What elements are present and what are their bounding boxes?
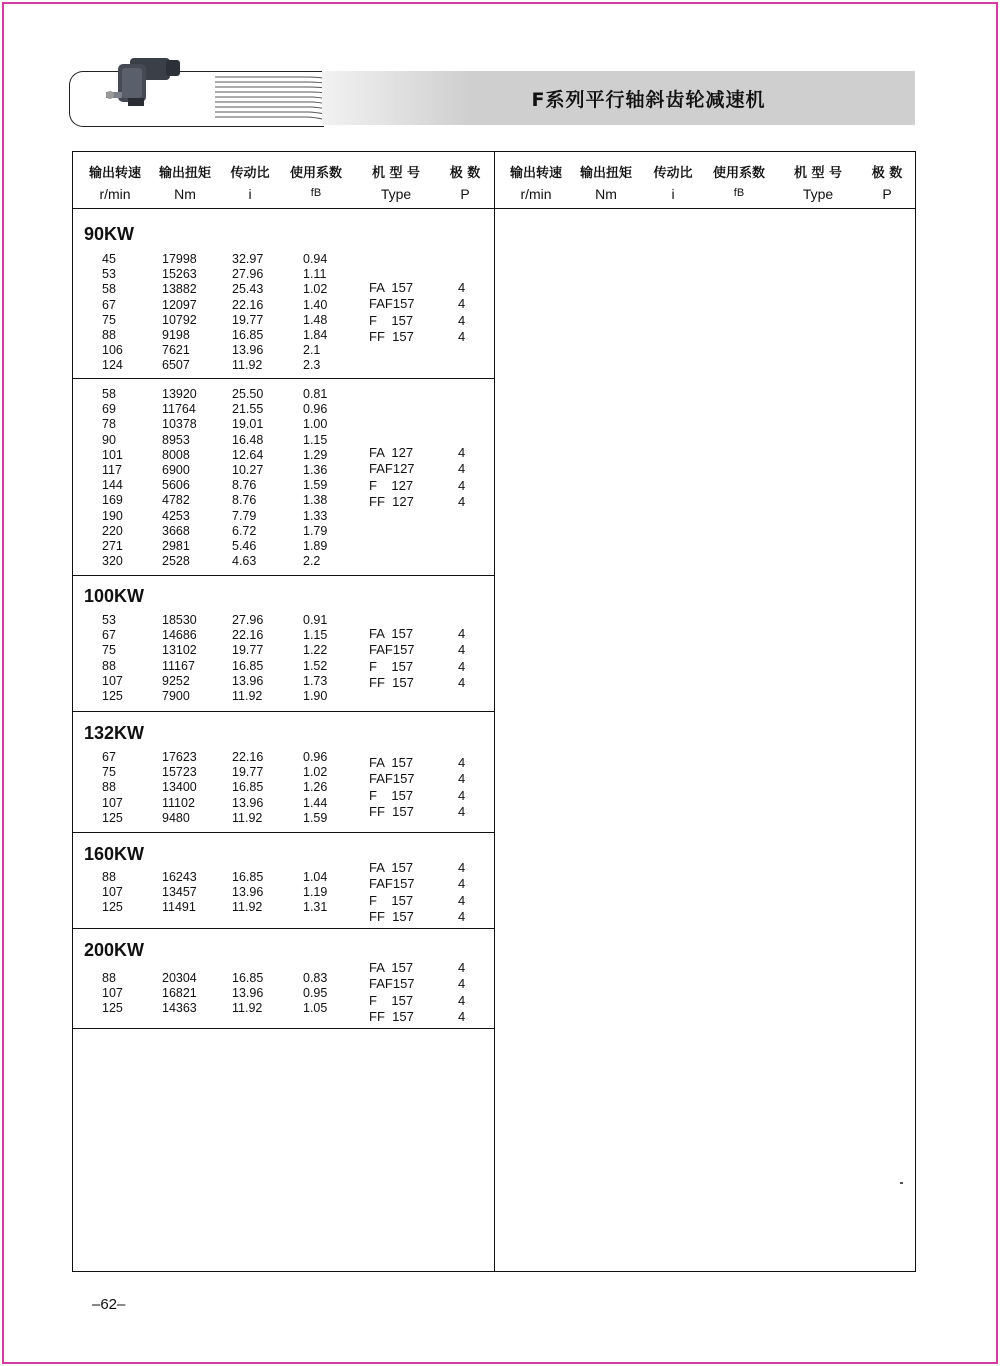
cell-p: 4 [458, 493, 466, 509]
cell-p: 4 [458, 892, 466, 908]
rpm-column [102, 252, 142, 374]
poles-column [458, 445, 465, 510]
cell-rpm: 45 [102, 252, 116, 266]
header-poles-right: 极 数 [871, 166, 903, 181]
cell-i: 4.63 [232, 554, 257, 569]
cell-rpm: 125 [102, 810, 123, 825]
cell-fb: 1.22 [303, 643, 328, 658]
torque-column [162, 870, 197, 916]
cell-fb: 0.95 [303, 986, 328, 1001]
header-speed-right: 输出转速 [509, 166, 562, 181]
header-poles: 极 数 [449, 166, 481, 181]
cell-types: FF 157 [369, 328, 414, 344]
cell-i: 11.92 [232, 810, 263, 825]
cell-types: FAF127 [369, 461, 415, 477]
cell-p: 4 [458, 477, 466, 493]
cell-types: FA 157 [369, 280, 414, 295]
cell-p: 4 [458, 626, 466, 641]
type-column [369, 626, 415, 691]
torque-column [162, 971, 197, 1017]
cell-i: 13.96 [232, 986, 264, 1001]
ratio-column [232, 613, 263, 704]
cell-i: 22.16 [232, 628, 264, 643]
unit-torque: Nm [174, 186, 196, 202]
cell-i: 11.92 [232, 358, 263, 373]
rpm-column [102, 750, 142, 826]
cell-nm: 9198 [162, 328, 190, 343]
rpm-column [102, 387, 142, 569]
cell-fb: 1.90 [303, 689, 328, 704]
cell-rpm: 125 [102, 689, 123, 704]
cell-nm: 18530 [162, 613, 197, 627]
fb-column [303, 252, 327, 374]
cell-nm: 13882 [162, 282, 197, 297]
header-torque-right: 输出扭矩 [579, 166, 632, 181]
header-type: 机 型 号 [371, 166, 421, 181]
cell-i: 19.77 [232, 765, 264, 780]
section-100kw [72, 576, 494, 711]
cell-fb: 0.96 [303, 750, 328, 764]
cell-types: FAF157 [369, 876, 415, 892]
cell-rpm: 190 [102, 508, 123, 523]
cell-fb: 1.00 [303, 417, 328, 432]
cell-nm: 9480 [162, 810, 190, 825]
rpm-column [102, 971, 142, 1017]
cell-i: 19.77 [232, 312, 264, 327]
cell-i: 21.55 [232, 402, 264, 417]
cell-p: 4 [458, 976, 466, 992]
cell-fb: 1.44 [303, 795, 328, 810]
cell-rpm: 53 [102, 267, 116, 282]
unit-service-factor-right: fB [733, 187, 745, 199]
cell-i: 8.76 [232, 478, 257, 493]
cell-nm: 6900 [162, 463, 190, 478]
power-rating: 160KW [84, 844, 145, 864]
cell-nm: 14363 [162, 1001, 197, 1016]
cell-types: FAF157 [369, 976, 415, 992]
power-rating: 200KW [84, 940, 145, 960]
cell-nm: 14686 [162, 628, 197, 643]
cell-i: 11.92 [232, 900, 263, 915]
cell-i: 13.96 [232, 673, 264, 688]
cell-types: F 127 [369, 477, 414, 493]
cell-i: 13.96 [232, 343, 264, 358]
cell-nm: 20304 [162, 971, 197, 985]
torque-column [162, 387, 197, 569]
cell-fb: 1.52 [303, 658, 328, 673]
cell-p: 4 [458, 803, 466, 819]
cell-fb: 1.79 [303, 523, 328, 538]
cell-rpm: 67 [102, 297, 116, 312]
cell-types: FA 157 [369, 626, 414, 641]
cell-types: FA 157 [369, 755, 414, 770]
cell-nm: 15263 [162, 267, 197, 282]
cell-nm: 15723 [162, 765, 197, 780]
cell-nm: 5606 [162, 478, 190, 493]
cell-rpm: 53 [102, 613, 116, 627]
cell-rpm: 78 [102, 417, 116, 432]
fb-column [303, 870, 327, 916]
speck [900, 1182, 903, 1184]
cell-i: 25.43 [232, 282, 264, 297]
cell-fb: 1.02 [303, 282, 328, 297]
cell-nm: 10792 [162, 312, 197, 327]
cell-types: FA 127 [369, 445, 414, 460]
cell-rpm: 69 [102, 402, 116, 417]
cell-rpm: 67 [102, 628, 116, 643]
cell-fb: 1.19 [303, 885, 328, 900]
cell-types: FAF157 [369, 642, 415, 658]
header-speed: 输出转速 [88, 166, 141, 181]
cell-fb: 1.26 [303, 780, 328, 795]
cell-fb: 0.96 [303, 402, 328, 417]
cell-i: 6.72 [232, 523, 257, 538]
poles-column [458, 860, 465, 925]
ratio-column [232, 971, 263, 1017]
power-rating: 132KW [84, 723, 145, 743]
cell-rpm: 88 [102, 870, 116, 884]
cell-types: F 157 [369, 312, 414, 328]
cell-i: 19.77 [232, 643, 264, 658]
fb-column [303, 750, 327, 826]
cell-types: FF 157 [369, 674, 414, 690]
cell-i: 16.85 [232, 971, 264, 985]
cell-fb: 1.11 [303, 267, 327, 282]
cell-fb: 1.48 [303, 312, 328, 327]
cell-fb: 1.05 [303, 1001, 328, 1016]
cell-rpm: 75 [102, 765, 116, 780]
cell-types: F 157 [369, 892, 414, 908]
cell-i: 12.64 [232, 447, 264, 462]
cell-p: 4 [458, 771, 466, 787]
cell-rpm: 169 [102, 493, 123, 508]
cell-rpm: 75 [102, 312, 116, 327]
rpm-column [102, 870, 142, 916]
cell-rpm: 320 [102, 554, 123, 569]
cell-types: FF 157 [369, 1008, 414, 1024]
cell-types: FF 127 [369, 493, 414, 509]
unit-speed-right: r/min [520, 186, 552, 202]
cell-rpm: 58 [102, 387, 116, 401]
type-column [369, 445, 415, 510]
header-ratio: 传动比 [230, 166, 270, 181]
torque-column [162, 613, 197, 704]
cell-p: 4 [458, 992, 466, 1008]
cell-p: 4 [458, 674, 466, 690]
section-160kw [72, 833, 494, 928]
cell-nm: 8953 [162, 432, 190, 447]
cell-i: 5.46 [232, 539, 257, 554]
cell-nm: 9252 [162, 673, 190, 688]
cell-rpm: 107 [102, 986, 123, 1001]
cell-fb: 2.1 [303, 343, 321, 358]
ratio-column [232, 870, 263, 916]
cell-p: 4 [458, 312, 466, 328]
cell-nm: 13457 [162, 885, 197, 900]
poles-column [458, 960, 465, 1025]
unit-poles-right: P [882, 186, 892, 202]
cell-rpm: 107 [102, 795, 123, 810]
power-rating: 100KW [84, 586, 145, 606]
cell-rpm: 88 [102, 780, 116, 795]
cell-rpm: 220 [102, 523, 123, 538]
unit-ratio-right: i [671, 186, 675, 202]
cell-fb: 1.15 [303, 432, 328, 447]
cell-i: 16.85 [232, 658, 264, 673]
cell-types: FAF157 [369, 296, 415, 312]
cell-i: 7.79 [232, 508, 257, 523]
cell-i: 16.85 [232, 780, 264, 795]
cell-p: 4 [458, 960, 466, 975]
fb-column [303, 613, 327, 704]
cell-fb: 0.83 [303, 971, 328, 985]
torque-column [162, 252, 197, 374]
cell-i: 16.48 [232, 432, 264, 447]
cell-rpm: 106 [102, 343, 123, 358]
cell-nm: 13920 [162, 387, 197, 401]
cell-rpm: 67 [102, 750, 116, 764]
header-service-factor: 使用系数 [289, 166, 342, 181]
cell-nm: 16821 [162, 986, 197, 1001]
ratio-column [232, 387, 263, 569]
column-divider [494, 151, 495, 1272]
cell-p: 4 [458, 296, 466, 312]
power-rating: 90KW [84, 224, 135, 244]
cell-nm: 6507 [162, 358, 190, 373]
cell-fb: 1.04 [303, 870, 328, 884]
cell-fb: 1.02 [303, 765, 328, 780]
cell-rpm: 88 [102, 971, 116, 985]
cell-nm: 10378 [162, 417, 197, 432]
cell-rpm: 124 [102, 358, 123, 373]
cell-i: 13.96 [232, 795, 264, 810]
cell-nm: 13400 [162, 780, 197, 795]
cell-nm: 17998 [162, 252, 197, 266]
cell-i: 19.01 [232, 417, 264, 432]
header-torque: 输出扭矩 [158, 166, 211, 181]
cell-fb: 1.59 [303, 810, 328, 825]
cell-fb: 0.94 [303, 252, 328, 266]
cell-p: 4 [458, 876, 466, 892]
cell-rpm: 107 [102, 885, 123, 900]
page-title: F系列平行轴斜齿轮减速机 [531, 88, 766, 111]
gear-reducer-icon [100, 54, 182, 112]
cell-types: FA 157 [369, 960, 414, 975]
type-column [369, 755, 415, 820]
cell-i: 11.92 [232, 689, 263, 704]
cell-rpm: 271 [102, 539, 123, 554]
cell-i: 22.16 [232, 750, 264, 764]
cell-i: 27.96 [232, 267, 264, 282]
cell-p: 4 [458, 642, 466, 658]
cell-rpm: 58 [102, 282, 116, 297]
section-rule [72, 1028, 494, 1029]
cell-i: 22.16 [232, 297, 264, 312]
type-column [369, 280, 415, 345]
fb-column [303, 971, 327, 1017]
cell-i: 11.92 [232, 1001, 263, 1016]
cell-fb: 0.81 [303, 387, 328, 401]
cell-types: F 157 [369, 658, 414, 674]
cell-fb: 1.15 [303, 628, 328, 643]
cell-i: 32.97 [232, 252, 264, 266]
cell-nm: 11167 [162, 658, 195, 673]
cell-fb: 1.73 [303, 673, 328, 688]
cell-nm: 8008 [162, 447, 190, 462]
cell-types: FA 157 [369, 860, 414, 875]
header-service-factor-right: 使用系数 [712, 166, 765, 181]
cell-i: 8.76 [232, 493, 257, 508]
cell-rpm: 107 [102, 673, 123, 688]
cell-rpm: 88 [102, 658, 116, 673]
cell-types: FAF157 [369, 771, 415, 787]
cell-p: 4 [458, 787, 466, 803]
cell-i: 25.50 [232, 387, 264, 401]
rpm-column [102, 613, 142, 704]
cell-nm: 13102 [162, 643, 197, 658]
ratio-column [232, 750, 263, 826]
unit-service-factor: fB [310, 187, 322, 199]
cell-p: 4 [458, 445, 466, 460]
cell-rpm: 75 [102, 643, 116, 658]
cell-nm: 7900 [162, 689, 190, 704]
cell-types: F 157 [369, 992, 414, 1008]
cell-p: 4 [458, 280, 466, 295]
cell-fb: 2.2 [303, 554, 321, 569]
cell-nm: 11491 [162, 900, 196, 915]
cell-fb: 2.3 [303, 358, 321, 373]
cell-rpm: 117 [102, 463, 122, 478]
cell-rpm: 125 [102, 1001, 123, 1016]
cell-fb: 1.59 [303, 478, 328, 493]
ratio-column [232, 252, 263, 374]
section-200kw [72, 929, 494, 1028]
cell-nm: 4782 [162, 493, 190, 508]
cell-nm: 11764 [162, 402, 196, 417]
cell-p: 4 [458, 328, 466, 344]
cell-nm: 3668 [162, 523, 190, 538]
poles-column [458, 626, 465, 691]
cell-p: 4 [458, 658, 466, 674]
cell-i: 13.96 [232, 885, 264, 900]
fb-column [303, 387, 327, 569]
cell-p: 4 [458, 1008, 466, 1024]
cell-i: 16.85 [232, 870, 264, 884]
cell-fb: 1.38 [303, 493, 328, 508]
header-type-right: 机 型 号 [793, 166, 843, 181]
cell-nm: 2981 [162, 539, 190, 554]
cell-nm: 2528 [162, 554, 190, 569]
cell-p: 4 [458, 755, 466, 770]
cell-nm: 7621 [162, 343, 190, 358]
unit-torque-right: Nm [595, 186, 617, 202]
section-90kw [72, 209, 494, 379]
cell-nm: 4253 [162, 508, 190, 523]
cell-nm: 17623 [162, 750, 197, 764]
cell-types: F 157 [369, 787, 414, 803]
section-132kw [72, 712, 494, 832]
poles-column [458, 755, 465, 820]
unit-type-right: Type [802, 186, 834, 202]
cell-i: 27.96 [232, 613, 264, 627]
unit-type: Type [380, 186, 412, 202]
cell-fb: 1.40 [303, 297, 328, 312]
cell-nm: 16243 [162, 870, 197, 884]
cell-fb: 1.36 [303, 463, 328, 478]
type-column [369, 960, 415, 1025]
cell-rpm: 144 [102, 478, 123, 493]
cell-fb: 1.33 [303, 508, 328, 523]
cell-rpm: 88 [102, 328, 116, 343]
cell-i: 16.85 [232, 328, 264, 343]
poles-column [458, 280, 465, 345]
cell-types: FF 157 [369, 908, 414, 924]
cell-fb: 1.89 [303, 539, 328, 554]
page-number: –62– [92, 1296, 126, 1313]
section-90kw-cont [72, 379, 494, 575]
cell-fb: 1.84 [303, 328, 328, 343]
unit-poles: P [460, 186, 470, 202]
header-ratio-right: 传动比 [653, 166, 693, 181]
type-column [369, 860, 415, 925]
cell-rpm: 101 [102, 447, 123, 462]
cell-rpm: 90 [102, 432, 116, 447]
cell-fb: 1.31 [303, 900, 328, 915]
torque-column [162, 750, 197, 826]
cell-p: 4 [458, 908, 466, 924]
cell-fb: 1.29 [303, 447, 328, 462]
cell-p: 4 [458, 860, 466, 875]
cell-i: 10.27 [232, 463, 264, 478]
cell-types: FF 157 [369, 803, 414, 819]
cell-p: 4 [458, 461, 466, 477]
unit-speed: r/min [99, 186, 131, 202]
cell-nm: 11102 [162, 795, 195, 810]
cell-nm: 12097 [162, 297, 197, 312]
cell-fb: 0.91 [303, 613, 328, 627]
cell-rpm: 125 [102, 900, 123, 915]
unit-ratio: i [248, 186, 252, 202]
